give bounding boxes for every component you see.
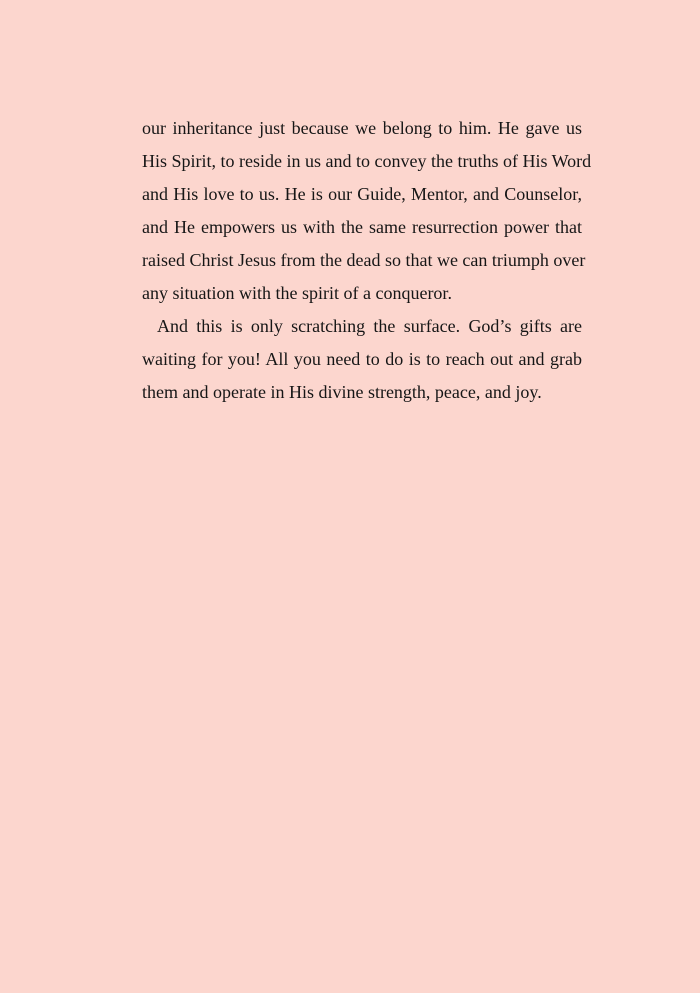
text-line: waiting for you! All you need to do is to reach out and grab [142,349,582,369]
body-text [142,112,592,409]
text-line: raised Christ Jesus from the dead so that we can triumph over [142,250,586,270]
text-line: and His love to us. He is our Guide, Mentor, and Counselor, [142,184,582,204]
text-line: and He empowers us with the same resurrection power that [142,217,582,237]
text-line: And this is only scratching the surface. God’s gifts are [157,316,582,336]
paragraph-1 [142,112,592,310]
text-line: His Spirit, to reside in us and to convey the truths of His Word [142,151,592,171]
paragraph-2 [142,310,582,409]
text-line: our inheritance just because we belong to him. He gave us [142,118,582,138]
text-line: any situation with the spirit of a conqueror. [142,283,452,303]
text-line: them and operate in His divine strength, peace, and joy. [142,382,542,402]
